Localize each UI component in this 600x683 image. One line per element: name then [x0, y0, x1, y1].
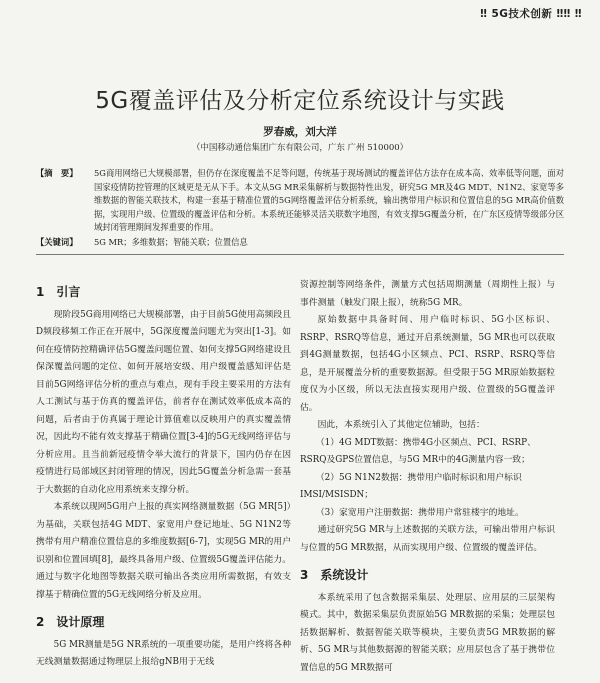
- abstract-divider: [36, 254, 564, 255]
- section-2-paragraph-1: 5G MR测量是5G NR系统的一项重要功能，是用户终将各种无线测量数据通过物理层上报给gNB用于无线: [36, 639, 291, 667]
- keywords-text: 5G MR；多维数据；智能关联；位置信息: [94, 236, 248, 247]
- abstract-text: 5G商用网络已大规模部署，但仍存在深度覆盖不足等问题，传统基于现场测试的覆盖评估方法存在成本高、效率低等问题，面对国家疫情防控管理的区域更是无从下手。本文从5G MR采集解析与数据特性出发，研究5G MR及4G MDT、N1N2、家宽等多维数据的智能关联技术，构建一套基于精准位置的5G网络覆盖评估分析系统，输出携带用户标识和位置信息的5G MR高价值数据，实现用户级、位置级的覆盖评估和分析。本系统还能够灵活关联数字地图，有效支撑5G覆盖分析，在广东区疫情等级部分区域封闭管理期间发挥重要的作用。: [94, 168, 564, 232]
- affiliation: （中国移动通信集团广东有限公司，广东 广州 510000）: [191, 143, 409, 153]
- running-head: ‼ 5G技术创新 ‼‼ ‼: [480, 8, 582, 20]
- list-item-3: （3）家宽用户注册数据：携带用户常驻楼宇的地址。: [315, 507, 524, 518]
- left-column: [36, 282, 291, 672]
- right-column: [300, 277, 555, 677]
- right-paragraph-3: 因此，本系统引入了其他定位辅助，包括：: [317, 420, 485, 430]
- right-paragraph-4: 通过研究5G MR与上述数据的关联方法，可输出带用户标识与位置的5G MR数据，从而实现用户级、位置级的覆盖评估。: [300, 525, 555, 553]
- authors: 罗春威，刘大洋: [263, 126, 337, 138]
- abstract-block: [36, 167, 564, 249]
- list-item-2: （2）5G N1N2数据：携带用户临时标识和用户标识IMSI/MSISDN；: [300, 472, 522, 500]
- right-paragraph-2: 原始数据中具备时间、用户临时标识、5G小区标识、RSRP、RSRQ等信息，通过开启系统测量，5G MR也可以获取到4G测量数据，包括4G小区频点、PCI、RSRP、RSRQ等信息，是开展覆盖分析的重要数据源。但受限于5G MR原始数据粒度仅为小区级，所以无法直接实现用户级、位置级的5G覆盖评估。: [300, 315, 555, 413]
- section-3-paragraph-1: 本系统采用了包含数据采集层、处理层、应用层的三层架构模式。其中，数据采集层负责原始5G MR数据的采集；处理层包括数据解析、数据智能关联等模块，主要负责5G MR数据的解析、5G MR与其他数据源的智能关联；应用层包含了基于携带位置信息的5G MR数据可: [300, 592, 555, 673]
- abstract: [36, 167, 564, 235]
- list-item-1: （1）4G MDT数据：携带4G小区频点、PCI、RSRP、RSRQ及GPS位置信息，与5G MR中的4G测量内容一致；: [300, 437, 536, 465]
- section-1-paragraph-1: 现阶段5G商用网络已大规模部署，由于目前5G使用高频段且D频段移频工作正在开展中，5G深度覆盖问题尤为突出[1-3]。如何在疫情防控精确评估5G覆盖问题位置、如何支撑5G网络建设且保深覆盖问题的定位、如何开展培安级、用户级覆盖感知评估是目前5G网络评估分析的重点与难点，现有手段主要采用的方法有人工测试与基于仿真的覆盖评估，前者存在测试效率低成本高的问题，后者由于仿真属于理论计算值难以反映用户的真实覆盖情况，因此均不能有效支撑基于精确位置[3-4]的5G无线网络评估与分析应用。且当前新冠疫情令举大流行的背景下，国内仍存在因疫情进行局部域区封闭管理的情况，因此5G覆盖分析急需一套基于大数据的自动化应用系统来支撑分析。: [36, 309, 291, 495]
- section-1-paragraph-2: 本系统以现网5G用户上报的真实网络测量数据（5G MR[5]）为基础，关联包括4G MDT、家宽用户登记地址、5G N1N2等携带有用户精准位置信息的多维度数据[6-7]，实现5G MR的用户识别和位置回填[8]，最终具备用户级、位置级5G覆盖评估能力。通过与数字化地图等数据关联可输出各类应用所需数据，有效支撑基于精确位置的5G无线网络分析及应用。: [36, 502, 291, 600]
- section-2-title: 2 设计原理: [36, 615, 105, 629]
- section-1-title: 1 引言: [36, 285, 81, 299]
- abstract-label: 【摘 要】: [36, 168, 78, 178]
- keywords: [36, 236, 564, 250]
- right-paragraph-1: 资源控制等网络条件，测量方式包括周期测量（周期性上报）与事件测量（触发门限上报），统称5G MR。: [300, 280, 555, 308]
- section-3-title: 3 系统设计: [300, 568, 369, 582]
- paper-title: 5G覆盖评估及分析定位系统设计与实践: [95, 88, 505, 114]
- keywords-label: 【关键词】: [36, 236, 78, 247]
